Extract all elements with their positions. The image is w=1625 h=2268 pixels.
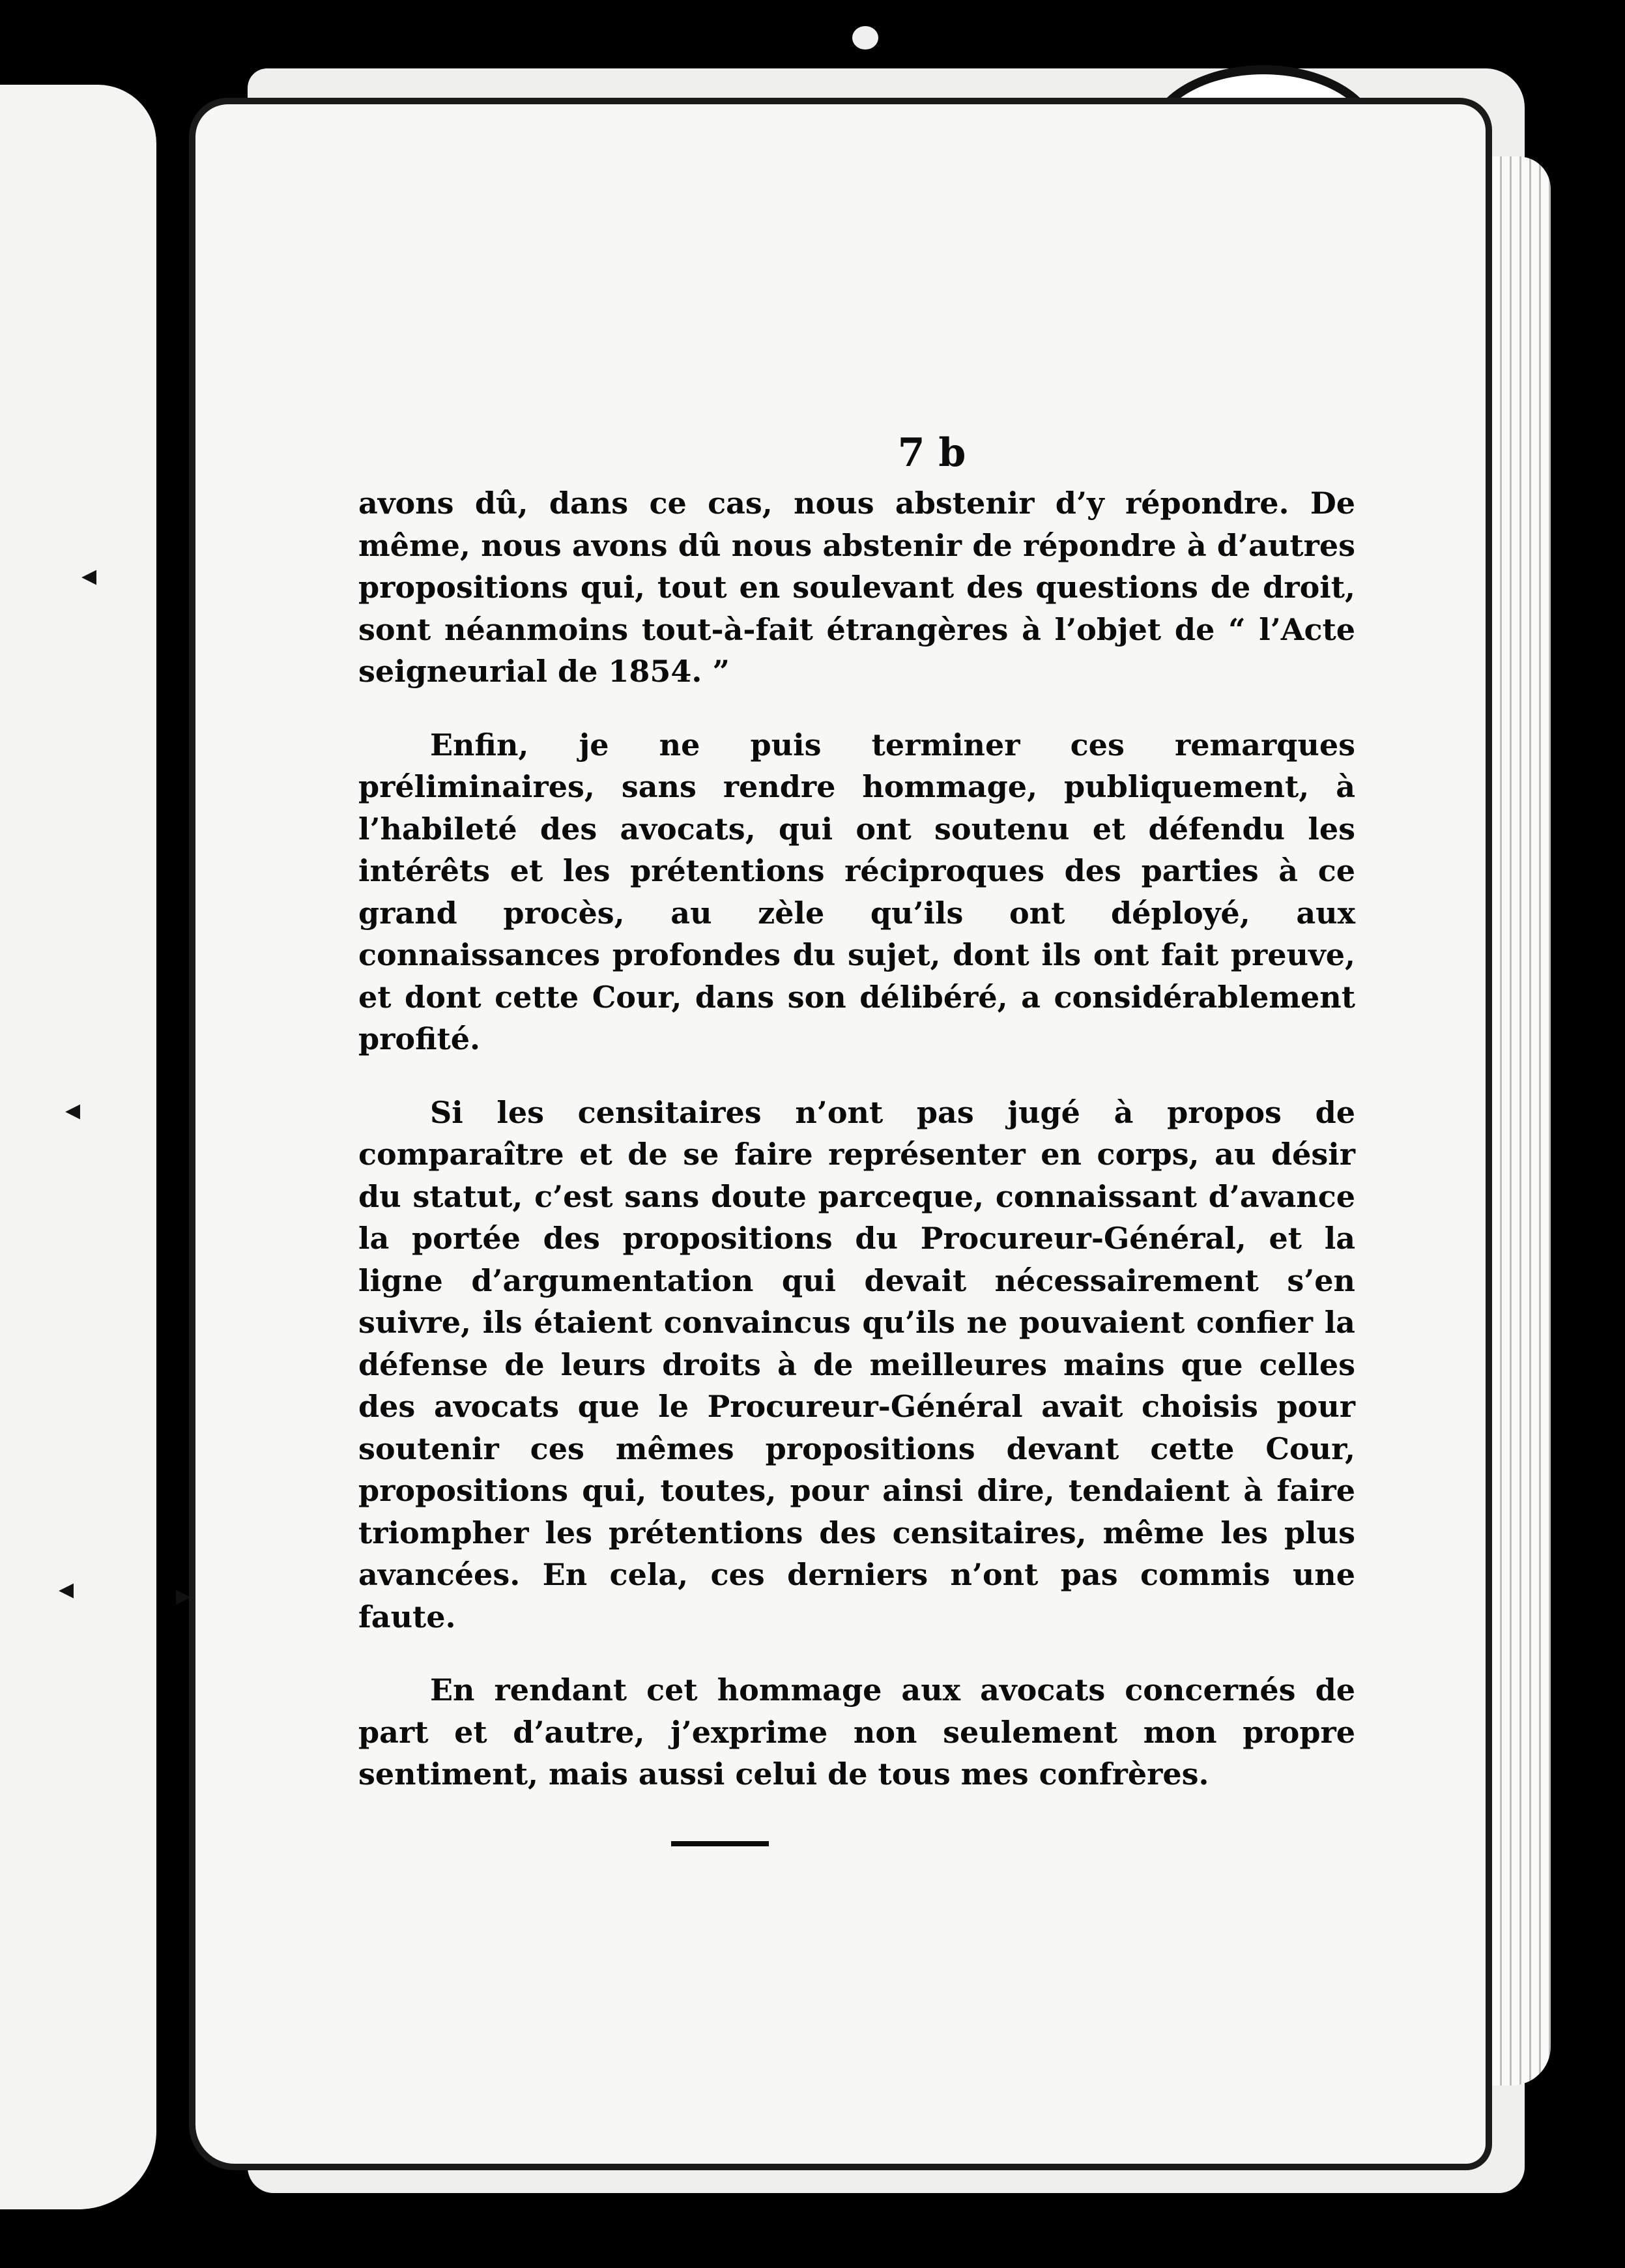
- paragraph-3: Si les censitaires n’ont pas jugé à propos de comparaître et de se faire représenter en corps, au désir du statut, c’est sans doute parceque, connaissant d’avance la portée des propositions du Procureur-Général, et la ligne d’argumentation qui devait nécessairement s’en suivre, ils étaient convaincus qu’ils ne pouvaient confier la défense de leurs droits à de meilleures mains que celles des avocats que le Procureur-Général avait choisis pour soutenir ces mêmes propositions devant cette Cour, propositions qui, toutes, pour ainsi dire, tendaient à faire triompher les prétentions des censitaires, même les plus avancées. En cela, ces derniers n’ont pas commis une faute.: [358, 1094, 1355, 1635]
- left-edge-arrow-icon: ◂: [59, 1571, 74, 1606]
- page-number: 7 b: [897, 430, 966, 476]
- paragraph-2: Enfin, je ne puis terminer ces remarques préliminaires, sans rendre hommage, publiquement, à l’habileté des avocats, qui ont soutenu et défendu les intérêts et les prétentions réciproques des parties à ce grand procès, au zèle qu’ils ont déployé, aux connaissances profondes du sujet, dont ils ont fait preuve, et dont cette Cour, dans son délibéré, a considérablement profité.: [358, 727, 1355, 1056]
- paragraph-4: En rendant cet hommage aux avocats concernés de part et d’autre, j’exprime non seulement mon propre sentiment, mais aussi celui de tous mes confrères.: [358, 1672, 1355, 1792]
- book-page: [195, 104, 1486, 2164]
- footnote-rule: [671, 1841, 769, 1846]
- left-edge-arrow-icon: ◂: [65, 1092, 81, 1127]
- binding-hole: [852, 26, 878, 50]
- paragraph-1: avons dû, dans ce cas, nous abstenir d’y répondre. De même, nous avons dû nous abstenir de répondre à d’autres propositions qui, tout en soulevant des questions de droit, sont néanmoins tout-à-fait étrangères à l’objet de “ l’Acte seigneurial de 1854. ”: [358, 486, 1355, 689]
- margin-arrow-icon: ▸: [176, 1577, 192, 1612]
- left-facing-page: [0, 85, 156, 2209]
- body-text: [358, 482, 1355, 1796]
- left-edge-arrow-icon: ◂: [81, 557, 97, 592]
